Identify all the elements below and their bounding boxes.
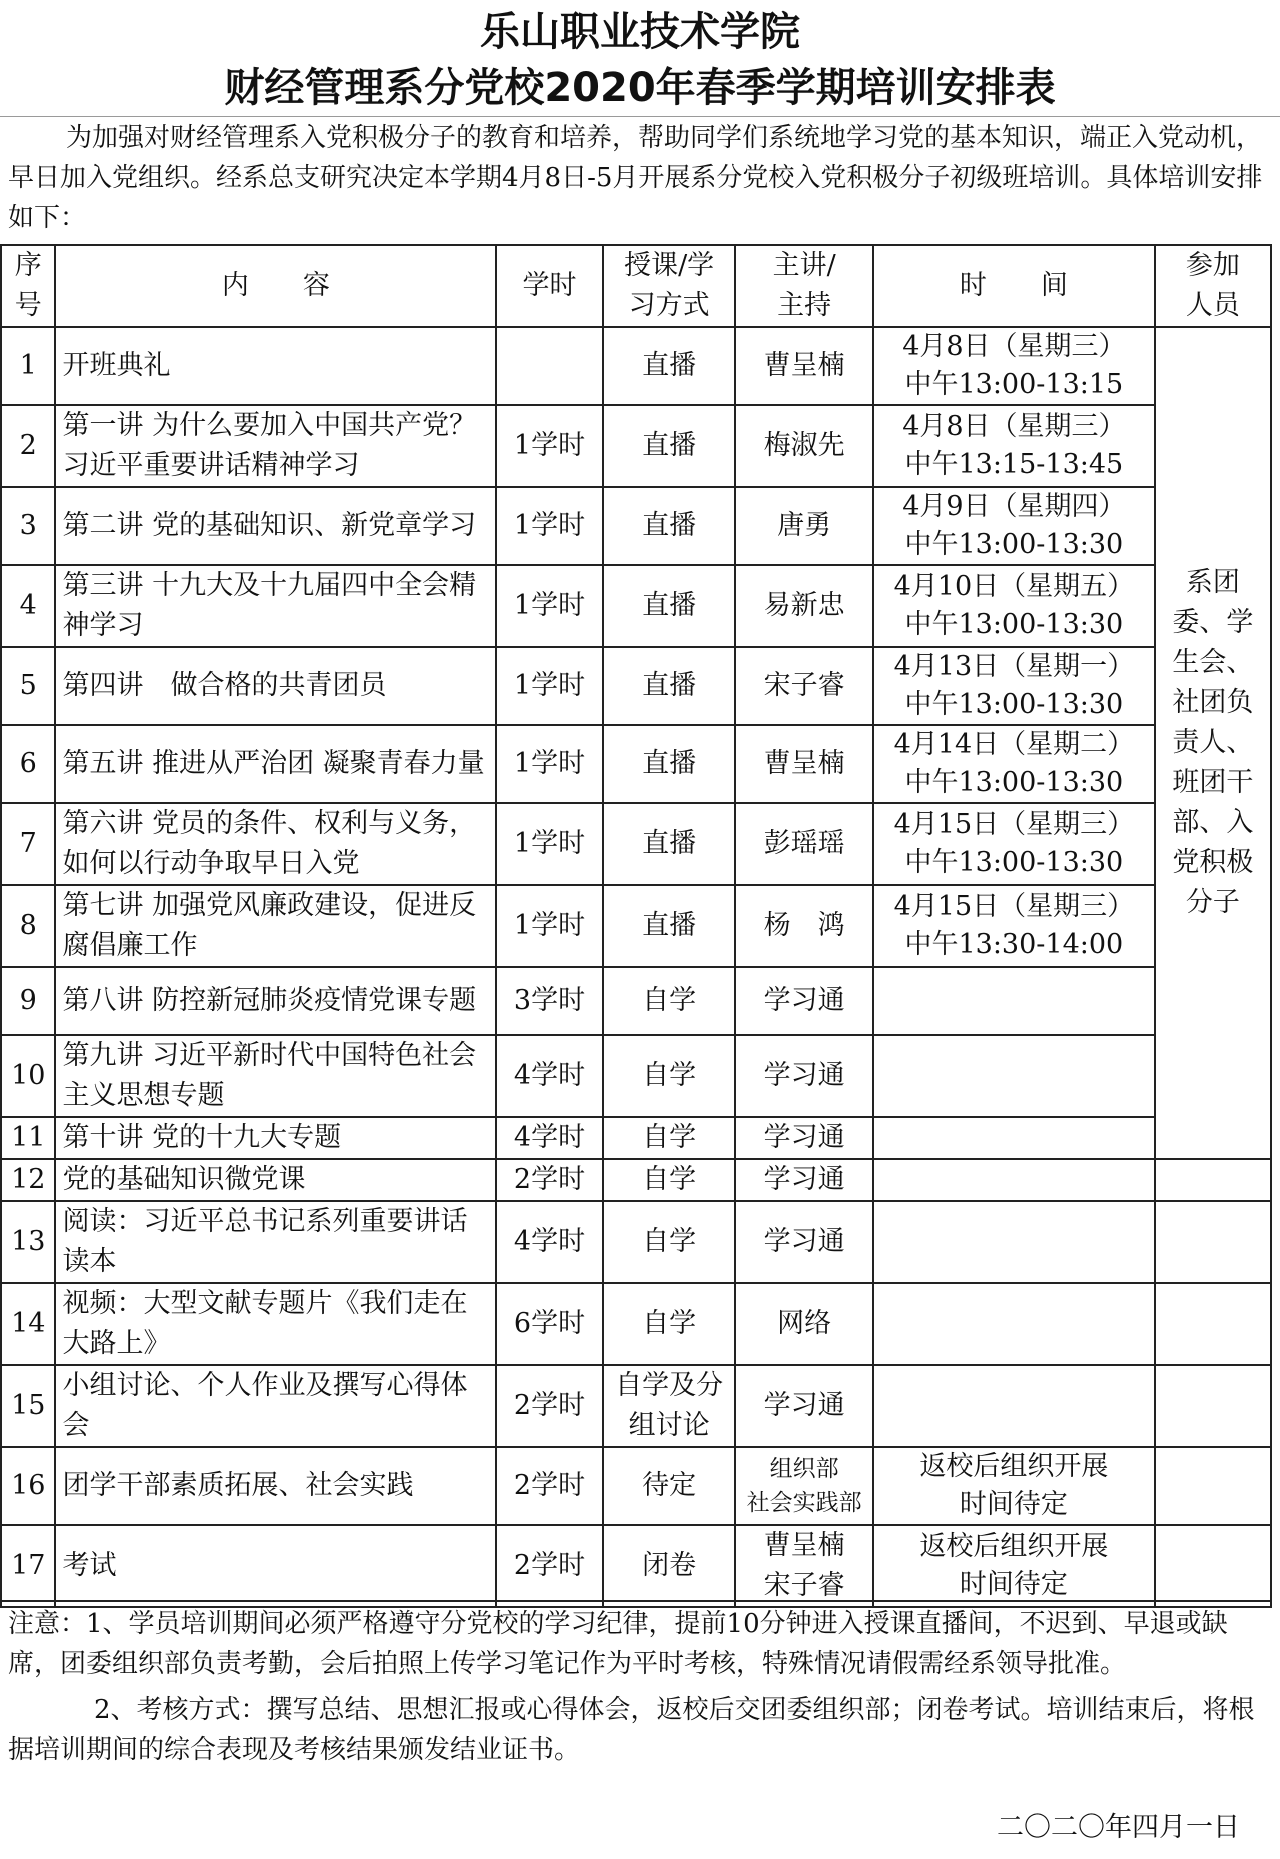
table-row (1, 885, 1271, 967)
row-host: 网络 (735, 1283, 872, 1365)
row-host: 梅淑先 (735, 405, 872, 487)
training-schedule-table (0, 244, 1272, 1608)
row-content: 第二讲 党的基础知识、新党章学习 (55, 487, 496, 565)
row-host: 彭瑶瑶 (735, 803, 872, 885)
header-content: 内 容 (55, 245, 496, 327)
row-method: 闭卷 (603, 1525, 736, 1607)
row-hours: 2学时 (496, 1525, 603, 1607)
row-host: 学习通 (735, 1365, 872, 1447)
notes-section (8, 1604, 1270, 1770)
row-method: 直播 (603, 725, 736, 803)
table-body (1, 327, 1271, 1607)
table-row (1, 1447, 1271, 1525)
school-title: 乐山职业技术学院 (480, 9, 800, 55)
row-number: 1 (1, 327, 55, 405)
row-method: 直播 (603, 405, 736, 487)
table-row (1, 725, 1271, 803)
row-hours: 1学时 (496, 405, 603, 487)
row-method: 直播 (603, 647, 736, 725)
row-host: 学习通 (735, 1201, 872, 1283)
row-host: 唐勇 (735, 487, 872, 565)
row-content: 第八讲 防控新冠肺炎疫情党课专题 (55, 967, 496, 1035)
header-host: 主讲/ 主持 (735, 245, 872, 327)
row-method: 自学 (603, 1035, 736, 1117)
participants-empty-cell (1155, 1283, 1271, 1365)
table-row (1, 1201, 1271, 1283)
row-time: 返校后组织开展 时间待定 (873, 1525, 1155, 1607)
row-hours: 4学时 (496, 1117, 603, 1159)
row-content: 小组讨论、个人作业及撰写心得体会 (55, 1365, 496, 1447)
table-row (1, 647, 1271, 725)
row-content: 第一讲 为什么要加入中国共产党？习近平重要讲话精神学习 (55, 405, 496, 487)
row-host: 组织部 社会实践部 (735, 1447, 872, 1525)
row-method: 直播 (603, 565, 736, 647)
note-attendance: 注意：1、学员培训期间必须严格遵守分党校的学习纪律，提前10分钟进入授课直播间，不迟到、早退或缺席，团委组织部负责考勤，会后拍照上传学习笔记作为平时考核，特殊情况请假需经系领导批准。 (8, 1609, 1228, 1679)
row-content: 第七讲 加强党风廉政建设，促进反腐倡廉工作 (55, 885, 496, 967)
table-row (1, 327, 1271, 405)
row-method: 直播 (603, 803, 736, 885)
table-row (1, 967, 1271, 1035)
row-content: 第四讲 做合格的共青团员 (55, 647, 496, 725)
row-method: 自学 (603, 1159, 736, 1201)
note-assessment: 2、考核方式：撰写总结、思想汇报或心得体会，返校后交团委组织部；闭卷考试。培训结束后，将根据培训期间的综合表现及考核结果颁发结业证书。 (8, 1695, 1255, 1765)
participants-empty-cell (1155, 1447, 1271, 1525)
row-method: 直播 (603, 885, 736, 967)
row-content: 第十讲 党的十九大专题 (55, 1117, 496, 1159)
row-number: 15 (1, 1365, 55, 1447)
table-row (1, 405, 1271, 487)
row-time (873, 1035, 1155, 1117)
schedule-title: 财经管理系分党校2020年春季学期培训安排表 (224, 65, 1056, 111)
header-participants: 参加 人员 (1155, 245, 1271, 327)
participants-empty-cell (1155, 1159, 1271, 1201)
row-hours: 1学时 (496, 565, 603, 647)
row-host: 学习通 (735, 1117, 872, 1159)
row-content: 党的基础知识微党课 (55, 1159, 496, 1201)
row-hours: 1学时 (496, 647, 603, 725)
table-row (1, 1035, 1271, 1117)
row-number: 5 (1, 647, 55, 725)
row-number: 6 (1, 725, 55, 803)
row-content: 第九讲 习近平新时代中国特色社会主义思想专题 (55, 1035, 496, 1117)
participants-empty-cell (1155, 1525, 1271, 1607)
row-host: 宋子睿 (735, 647, 872, 725)
participants-empty-cell (1155, 1201, 1271, 1283)
row-number: 17 (1, 1525, 55, 1607)
row-number: 11 (1, 1117, 55, 1159)
row-number: 7 (1, 803, 55, 885)
row-hours: 2学时 (496, 1365, 603, 1447)
row-number: 4 (1, 565, 55, 647)
table-row (1, 803, 1271, 885)
row-number: 14 (1, 1283, 55, 1365)
row-number: 13 (1, 1201, 55, 1283)
row-method: 直播 (603, 327, 736, 405)
row-hours: 1学时 (496, 803, 603, 885)
issue-date: 二〇二〇年四月一日 (997, 1812, 1240, 1843)
row-number: 16 (1, 1447, 55, 1525)
row-number: 3 (1, 487, 55, 565)
row-time: 4月14日（星期二） 中午13:00-13:30 (873, 725, 1155, 803)
table-row (1, 1159, 1271, 1201)
row-hours: 4学时 (496, 1201, 603, 1283)
row-number: 9 (1, 967, 55, 1035)
table-row (1, 1525, 1271, 1607)
row-method: 自学 (603, 1283, 736, 1365)
table-row (1, 487, 1271, 565)
row-time (873, 1117, 1155, 1159)
table-header-row (1, 245, 1271, 327)
row-method: 自学 (603, 967, 736, 1035)
row-hours: 1学时 (496, 487, 603, 565)
row-method: 自学 (603, 1117, 736, 1159)
row-content: 第三讲 十九大及十九届四中全会精神学习 (55, 565, 496, 647)
row-number: 2 (1, 405, 55, 487)
row-time (873, 1159, 1155, 1201)
row-hours: 3学时 (496, 967, 603, 1035)
title-divider (0, 116, 1280, 117)
participants-empty-cell (1155, 1365, 1271, 1447)
row-time (873, 1201, 1155, 1283)
table-row (1, 565, 1271, 647)
row-method: 直播 (603, 487, 736, 565)
header-no: 序 号 (1, 245, 55, 327)
row-content: 第五讲 推进从严治团 凝聚青春力量 (55, 725, 496, 803)
header-method: 授课/学 习方式 (603, 245, 736, 327)
row-content: 视频：大型文献专题片《我们走在大路上》 (55, 1283, 496, 1365)
participants-cell: 系团委、学生会、社团负责人、班团干部、入党积极分子 (1155, 327, 1271, 1159)
row-hours: 1学时 (496, 885, 603, 967)
row-time: 4月15日（星期三） 中午13:00-13:30 (873, 803, 1155, 885)
row-time: 4月13日（星期一） 中午13:00-13:30 (873, 647, 1155, 725)
row-method: 待定 (603, 1447, 736, 1525)
row-content: 考试 (55, 1525, 496, 1607)
notes-divider (0, 1600, 1272, 1602)
row-method: 自学 (603, 1201, 736, 1283)
row-host: 学习通 (735, 1159, 872, 1201)
row-content: 开班典礼 (55, 327, 496, 405)
row-time (873, 1283, 1155, 1365)
row-content: 第六讲 党员的条件、权利与义务，如何以行动争取早日入党 (55, 803, 496, 885)
row-time (873, 1365, 1155, 1447)
row-host: 杨 鸿 (735, 885, 872, 967)
row-host: 易新忠 (735, 565, 872, 647)
row-hours: 2学时 (496, 1159, 603, 1201)
row-host: 曹呈楠 (735, 725, 872, 803)
row-time: 4月8日（星期三） 中午13:00-13:15 (873, 327, 1155, 405)
row-host: 曹呈楠 宋子睿 (735, 1525, 872, 1607)
row-time: 返校后组织开展 时间待定 (873, 1447, 1155, 1525)
row-hours: 2学时 (496, 1447, 603, 1525)
row-content: 团学干部素质拓展、社会实践 (55, 1447, 496, 1525)
row-hours (496, 327, 603, 405)
intro-paragraph: 为加强对财经管理系入党积极分子的教育和培养，帮助同学们系统地学习党的基本知识，端正入党动机，早日加入党组织。经系总支研究决定本学期4月8日-5月开展系分党校入党积极分子初级班培训。具体培训安排如下： (8, 123, 1263, 233)
row-number: 8 (1, 885, 55, 967)
row-number: 12 (1, 1159, 55, 1201)
row-hours: 4学时 (496, 1035, 603, 1117)
row-time: 4月9日（星期四） 中午13:00-13:30 (873, 487, 1155, 565)
row-time: 4月10日（星期五） 中午13:00-13:30 (873, 565, 1155, 647)
row-time: 4月8日（星期三） 中午13:15-13:45 (873, 405, 1155, 487)
table-row (1, 1117, 1271, 1159)
row-host: 曹呈楠 (735, 327, 872, 405)
row-time (873, 967, 1155, 1035)
table-row (1, 1283, 1271, 1365)
row-host: 学习通 (735, 1035, 872, 1117)
row-hours: 6学时 (496, 1283, 603, 1365)
header-hours: 学时 (496, 245, 603, 327)
header-time: 时 间 (873, 245, 1155, 327)
row-host: 学习通 (735, 967, 872, 1035)
table-row (1, 1365, 1271, 1447)
row-time: 4月15日（星期三） 中午13:30-14:00 (873, 885, 1155, 967)
row-content: 阅读：习近平总书记系列重要讲话读本 (55, 1201, 496, 1283)
row-method: 自学及分组讨论 (603, 1365, 736, 1447)
row-number: 10 (1, 1035, 55, 1117)
row-hours: 1学时 (496, 725, 603, 803)
